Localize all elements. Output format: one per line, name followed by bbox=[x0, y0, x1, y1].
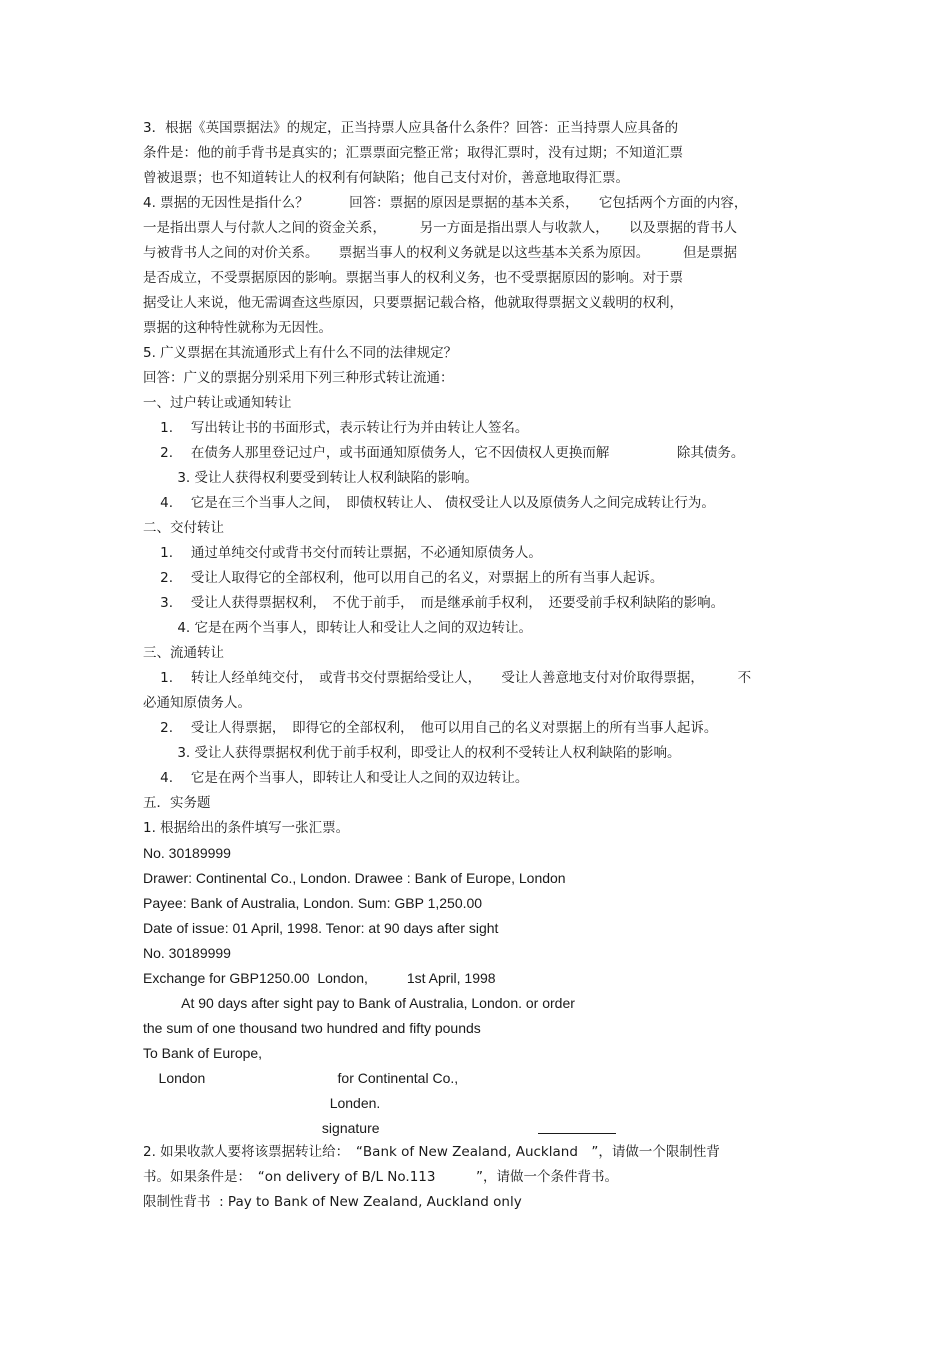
section-3-item-4: 4. 它是在两个当事人，即转让人和受让人之间的双边转让。 bbox=[143, 770, 529, 786]
q5-answer-intro: 回答：广义的票据分别采用下列三种形式转让流通： bbox=[143, 370, 454, 386]
sum-in-words: the sum of one thousand two hundred and fifty pounds bbox=[143, 1020, 481, 1036]
restrictive-endorsement: 限制性背书 : Pay to Bank of New Zealand, Auckland only bbox=[143, 1194, 522, 1210]
signature-label: signature bbox=[143, 1120, 380, 1136]
pay-order-line: At 90 days after sight pay to Bank of Australia, London. or order bbox=[143, 995, 575, 1011]
section-1-item-4: 4. 它是在三个当事人之间， 即债权转让人、 债权受让人以及原债务人之间完成转让行为。 bbox=[143, 495, 715, 511]
section-3-item-1: 1. 转让人经单纯交付， 或背书交付票据给受让人， 受让人善意地支付对价取得票据， 不 bbox=[143, 670, 752, 686]
section-2-item-3: 3. 受让人获得票据权利， 不优于前手， 而是继承前手权利， 还要受前手权利缺陷的影响。 bbox=[143, 595, 725, 611]
q4-line-4: 是否成立，不受票据原因的影响。票据当事人的权利义务，也不受票据原因的影响。对于票 bbox=[143, 270, 683, 286]
section-2-item-1: 1. 通过单纯交付或背书交付而转让票据，不必通知原债务人。 bbox=[143, 545, 542, 561]
london-for-co: London for Continental Co., bbox=[143, 1070, 459, 1086]
section-1-item-1: 1. 写出转让书的书面形式，表示转让行为并由转让人签名。 bbox=[143, 420, 529, 436]
section-2-item-2: 2. 受让人取得它的全部权利，他可以用自己的名义，对票据上的所有当事人起诉。 bbox=[143, 570, 664, 586]
bill-number: No. 30189999 bbox=[143, 845, 231, 861]
signature-line bbox=[538, 1133, 616, 1134]
q3-line-2: 条件是：他的前手背书是真实的；汇票票面完整正常；取得汇票时，没有过期；不知道汇票 bbox=[143, 145, 683, 161]
q4-line-6: 票据的这种特性就称为无因性。 bbox=[143, 320, 332, 336]
drawer-drawee: Drawer: Continental Co., London. Drawee : Bank of Europe, London bbox=[143, 870, 566, 886]
bill-number-2: No. 30189999 bbox=[143, 945, 231, 961]
section-2-heading: 二、交付转让 bbox=[143, 520, 224, 536]
section-3-item-2: 2. 受让人得票据， 即得它的全部权利， 他可以用自己的名义对票据上的所有当事人起诉。 bbox=[143, 720, 718, 736]
practice-q1: 1. 根据给出的条件填写一张汇票。 bbox=[143, 820, 350, 836]
q4-line-2: 一是指出票人与付款人之间的资金关系， 另一方面是指出票人与收款人， 以及票据的背书人 bbox=[143, 220, 737, 236]
payee-sum: Payee: Bank of Australia, London. Sum: GBP 1,250.00 bbox=[143, 895, 483, 911]
section-3-item-3: 3. 受让人获得票据权利优于前手权利，即受让人的权利不受转让人权利缺陷的影响。 bbox=[143, 745, 681, 761]
section-1-item-3: 3. 受让人获得权利要受到转让人权利缺陷的影响。 bbox=[143, 470, 479, 486]
section-3-heading: 三、流通转让 bbox=[143, 645, 224, 661]
section-3-item-1-cont: 必通知原债务人。 bbox=[143, 695, 251, 711]
q3-line-3: 曾被退票；也不知道转让人的权利有何缺陷；他自己支付对价，善意地取得汇票。 bbox=[143, 170, 629, 186]
date-tenor: Date of issue: 01 April, 1998. Tenor: at 90 days after sight bbox=[143, 920, 499, 936]
section-1-heading: 一、过户转让或通知转让 bbox=[143, 395, 292, 411]
q5-heading: 5. 广义票据在其流通形式上有什么不同的法律规定？ bbox=[143, 345, 458, 361]
exchange-line: Exchange for GBP1250.00 London, 1st April, 1998 bbox=[143, 970, 496, 986]
practice-q2-line-1: 2. 如果收款人要将该票据转让给： “Bank of New Zealand, Auckland ”，请做一个限制性背 bbox=[143, 1144, 720, 1160]
practice-heading: 五．实务题 bbox=[143, 795, 211, 811]
londen: Londen. bbox=[143, 1095, 381, 1111]
q4-line-3: 与被背书人之间的对价关系。 票据当事人的权利义务就是以这些基本关系为原因。 但是票据 bbox=[143, 245, 737, 261]
section-2-item-4: 4. 它是在两个当事人，即转让人和受让人之间的双边转让。 bbox=[143, 620, 533, 636]
section-1-item-2: 2. 在债务人那里登记过户，或书面通知原债务人，它不因债权人更换而解 除其债务。 bbox=[143, 445, 745, 461]
q4-line-5: 据受让人来说，他无需调查这些原因，只要票据记载合格，他就取得票据文义载明的权利， bbox=[143, 295, 683, 311]
q4-line-1: 4. 票据的无因性是指什么？ 回答：票据的原因是票据的基本关系， 它包括两个方面的内容， bbox=[143, 195, 748, 211]
to-bank: To Bank of Europe, bbox=[143, 1045, 263, 1061]
q3-line-1: 3．根据《英国票据法》的规定，正当持票人应具备什么条件？回答：正当持票人应具备的 bbox=[143, 120, 679, 136]
practice-q2-line-2: 书。如果条件是： “on delivery of B/L No.113 ”，请做一个条件背书。 bbox=[143, 1169, 618, 1185]
